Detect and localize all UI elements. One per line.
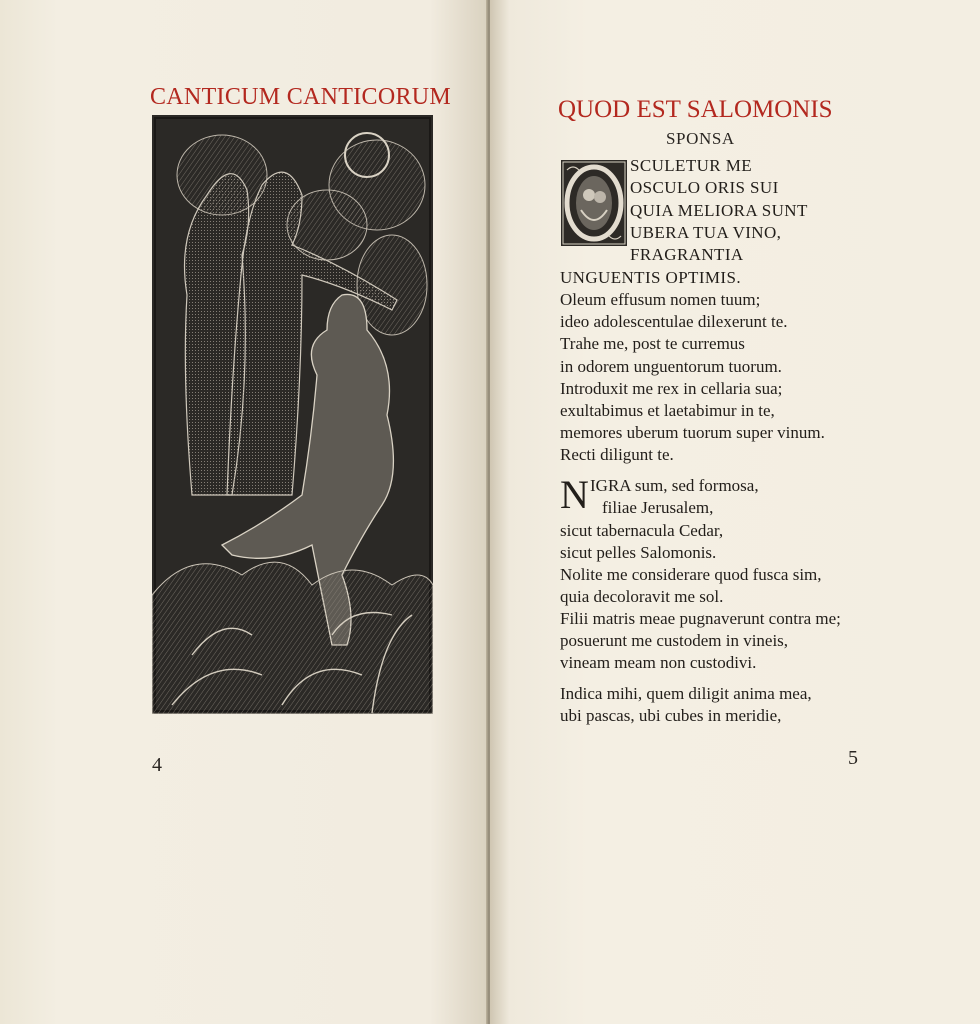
left-page-title: CANTICUM CANTICORUM <box>150 84 452 110</box>
verse-line: UBERA TUA VINO, <box>630 223 782 242</box>
verse-line: Indica mihi, quem diligit anima mea, <box>560 684 812 703</box>
verse-line: Oleum effusum nomen tuum; <box>560 290 761 309</box>
verse-line: UNGUENTIS OPTIMIS. <box>560 268 741 287</box>
right-page-number: 5 <box>848 747 858 769</box>
verse-line: Recti diligunt te. <box>560 445 674 464</box>
verse-line: ubi pascas, ubi cubes in meridie, <box>560 706 782 725</box>
woodcut-figures-icon <box>152 115 433 714</box>
verse-line: QUIA MELIORA SUNT <box>630 201 808 220</box>
verse-line: OSCULO ORIS SUI <box>630 178 779 197</box>
verse-line: ideo adolescentulae dilexerunt te. <box>560 312 788 331</box>
verse-line: memores uberum tuorum super vinum. <box>560 423 825 442</box>
verse-line: sicut pelles Salomonis. <box>560 543 717 562</box>
verse-line: IGRA sum, sed formosa, <box>590 476 759 495</box>
verse-line: quia decoloravit me sol. <box>560 587 724 606</box>
drop-initial-n: N <box>560 472 589 517</box>
verse-line: filiae Jerusalem, <box>602 498 714 517</box>
speaker-heading: SPONSA <box>666 129 735 148</box>
verse-line: SCULETUR ME <box>630 156 752 175</box>
verse-line: sicut tabernacula Cedar, <box>560 521 724 540</box>
verse-line: in odorem unguentorum tuorum. <box>560 357 782 376</box>
verse-line: posuerunt me custodem in vineis, <box>560 631 789 650</box>
verse-line: Introduxit me rex in cellaria sua; <box>560 379 783 398</box>
verse-line: exultabimus et laetabimur in te, <box>560 401 775 420</box>
verse-line: vineam meam non custodivi. <box>560 653 757 672</box>
right-page-title: QUOD EST SALOMONIS <box>558 96 833 123</box>
verse-line: FRAGRANTIA <box>630 245 744 264</box>
left-page <box>0 0 488 1024</box>
verse-line: Nolite me considerare quod fusca sim, <box>560 565 822 584</box>
ornamental-initial-o-icon <box>561 160 627 246</box>
verse-line: Filii matris meae pugnaverunt contra me; <box>560 609 841 628</box>
left-page-number: 4 <box>152 754 162 776</box>
verse-line: Trahe me, post te curremus <box>560 334 745 353</box>
